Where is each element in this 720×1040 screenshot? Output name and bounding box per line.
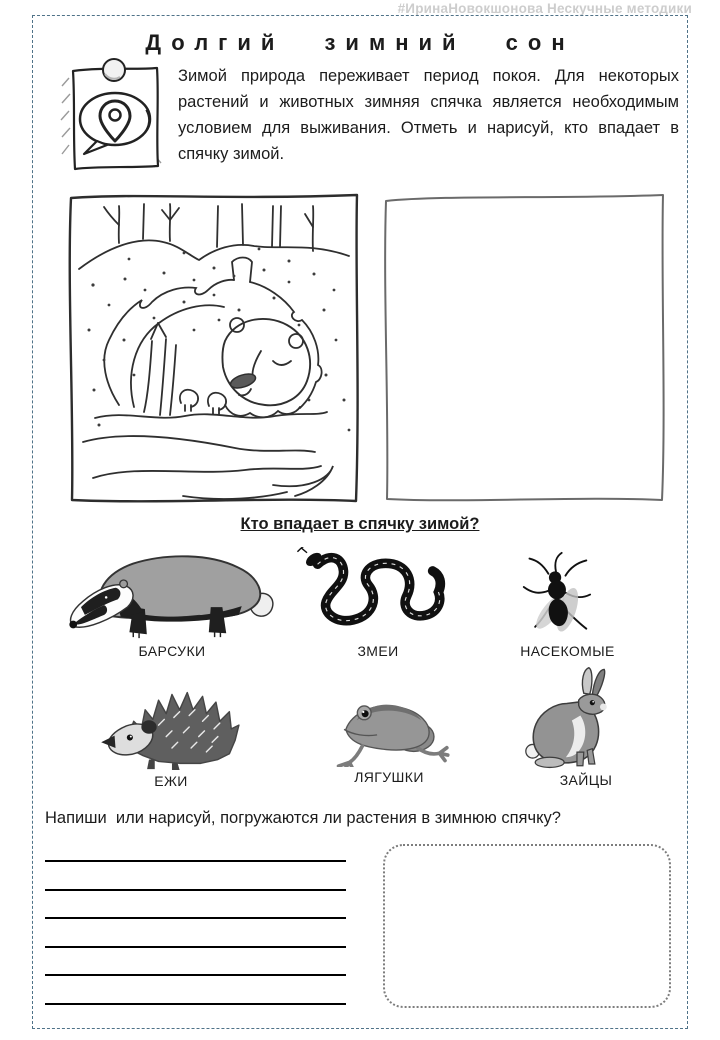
writing-line[interactable] xyxy=(45,860,346,862)
writing-line[interactable] xyxy=(45,917,346,919)
writing-line[interactable] xyxy=(45,889,346,891)
drawing-box-empty[interactable] xyxy=(381,190,668,506)
location-pin-note-icon xyxy=(57,56,171,176)
bear-den-scene-box xyxy=(63,189,365,509)
writing-line[interactable] xyxy=(45,1003,346,1005)
animal-label: НАСЕКОМЫЕ xyxy=(520,643,615,659)
badger-illustration xyxy=(62,549,282,641)
bottom-prompt: Напиши или нарисуй, погружаются ли растения в зимнюю спячку? xyxy=(45,809,561,827)
frog-illustration xyxy=(323,689,455,767)
animal-option-badgers[interactable] xyxy=(62,549,282,659)
empty-box-border xyxy=(381,190,668,506)
section-heading: Кто впадает в спячку зимой? xyxy=(240,515,480,533)
animal-label: ЛЯГУШКИ xyxy=(354,769,424,785)
animal-label: ЗМЕИ xyxy=(357,643,399,659)
watermark-text: #ИринаНовокшонова Нескучные методики xyxy=(397,1,692,16)
animal-option-hedgehogs[interactable] xyxy=(95,683,247,789)
animal-label: ЕЖИ xyxy=(154,773,188,789)
writing-line[interactable] xyxy=(45,974,346,976)
animal-option-snakes[interactable] xyxy=(296,547,460,659)
snake-illustration xyxy=(296,547,460,641)
animal-option-insects[interactable] xyxy=(510,551,625,659)
intro-paragraph: Зимой природа переживает период покоя. Для некоторых растений и животных зимняя спячка является необходимым условием для выживания. Отметь и нарисуй, кто впадает в спячку зимой. xyxy=(178,67,679,163)
page-title: Долгий зимний сон xyxy=(145,30,575,55)
answer-drawing-box[interactable] xyxy=(383,844,671,1008)
animal-option-frogs[interactable] xyxy=(323,689,455,785)
sleeping-bear-illustration xyxy=(63,189,365,509)
hedgehog-illustration xyxy=(95,683,247,771)
fly-illustration xyxy=(510,551,602,641)
pinned-note-icon xyxy=(57,56,171,176)
hare-illustration xyxy=(516,666,626,770)
writing-line[interactable] xyxy=(45,946,346,948)
animal-label: ЗАЙЦЫ xyxy=(559,772,613,788)
animal-option-hares[interactable] xyxy=(516,666,656,788)
animal-label: БАРСУКИ xyxy=(138,643,206,659)
